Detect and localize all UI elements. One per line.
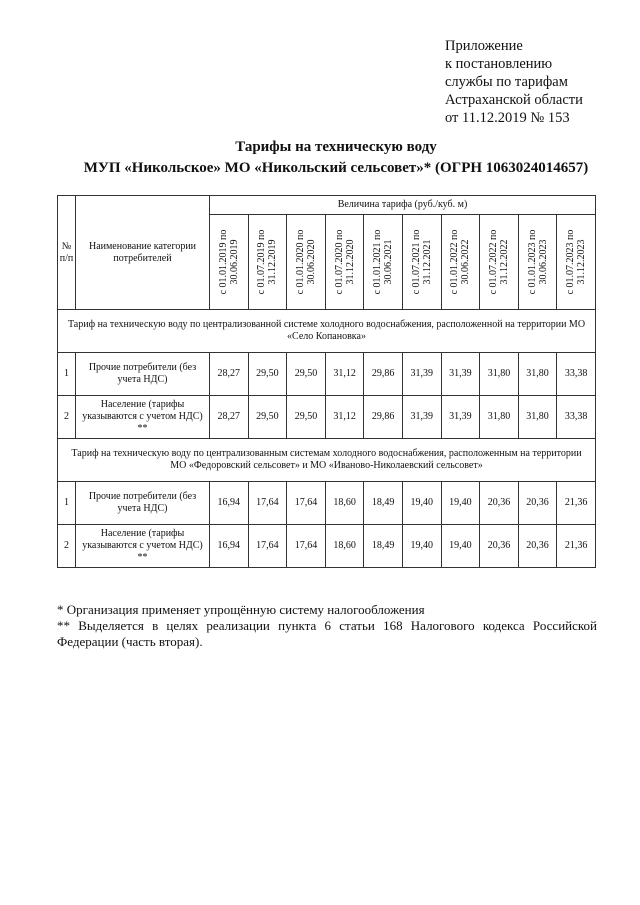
appendix-line: к постановлению <box>445 56 553 72</box>
period-label <box>565 230 587 295</box>
period-label <box>295 230 317 295</box>
tariff-value: 18,49 <box>364 482 403 525</box>
tariff-value: 31,12 <box>325 396 364 439</box>
period-to: 31.12.2022 <box>498 239 510 285</box>
tariff-value: 31,80 <box>518 396 557 439</box>
period-header <box>210 215 249 310</box>
period-header <box>480 215 519 310</box>
row-category: Прочие потребители (без учета НДС) <box>76 353 210 396</box>
tariff-value: 16,94 <box>210 525 249 568</box>
tariff-value: 28,27 <box>210 353 249 396</box>
period-from: с 01.07.2019 по <box>256 229 268 295</box>
row-num: 1 <box>58 353 76 396</box>
row-num: 2 <box>58 396 76 439</box>
period-label <box>372 230 394 295</box>
header-category: Наименование категории потребителей <box>76 196 210 310</box>
tariff-value: 19,40 <box>441 525 480 568</box>
row-num: 1 <box>58 482 76 525</box>
tariff-value: 18,60 <box>325 525 364 568</box>
tariff-value: 19,40 <box>402 482 441 525</box>
document-subtitle: МУП «Никольское» МО «Никольский сельсовет»* (ОГРН 1063024014657) <box>83 160 589 176</box>
appendix-line: Приложение <box>445 38 523 54</box>
period-header <box>364 215 403 310</box>
tariff-value: 17,64 <box>287 482 326 525</box>
period-header <box>287 215 326 310</box>
tariff-value: 20,36 <box>480 482 519 525</box>
period-label <box>256 230 278 295</box>
period-label <box>527 230 549 295</box>
period-from: с 01.01.2022 по <box>449 229 461 295</box>
period-to: 30.06.2019 <box>228 239 240 285</box>
tariff-value: 31,39 <box>402 353 441 396</box>
period-header <box>402 215 441 310</box>
section-row <box>58 439 596 482</box>
tariff-value: 20,36 <box>480 525 519 568</box>
period-header <box>441 215 480 310</box>
period-to: 30.06.2020 <box>305 239 317 285</box>
tariff-table <box>57 195 596 568</box>
header-num: № п/п <box>58 196 76 310</box>
period-header <box>325 215 364 310</box>
period-label <box>218 230 240 295</box>
table-row <box>58 396 596 439</box>
period-to: 31.12.2023 <box>576 239 588 285</box>
tariff-value: 20,36 <box>518 482 557 525</box>
appendix-block <box>445 37 583 127</box>
period-to: 31.12.2019 <box>267 239 279 285</box>
period-from: с 01.07.2021 по <box>410 229 422 295</box>
tariff-value: 29,86 <box>364 353 403 396</box>
tariff-value: 28,27 <box>210 396 249 439</box>
tariff-value: 29,86 <box>364 396 403 439</box>
tariff-value: 31,39 <box>402 396 441 439</box>
period-to: 30.06.2021 <box>383 239 395 285</box>
footnote-1: * Организация применяет упрощённую систему налогообложения <box>57 602 425 617</box>
appendix-line: службы по тарифам <box>445 74 568 90</box>
period-label <box>488 230 510 295</box>
tariff-value: 31,12 <box>325 353 364 396</box>
table-row <box>58 525 596 568</box>
period-from: с 01.07.2020 по <box>333 229 345 295</box>
tariff-value: 19,40 <box>441 482 480 525</box>
period-label <box>411 230 433 295</box>
period-from: с 01.01.2019 по <box>217 229 229 295</box>
period-from: с 01.01.2021 по <box>372 229 384 295</box>
table-row <box>58 482 596 525</box>
period-header <box>518 215 557 310</box>
period-to: 31.12.2021 <box>421 239 433 285</box>
period-header <box>557 215 596 310</box>
tariff-value: 17,64 <box>287 525 326 568</box>
row-num: 2 <box>58 525 76 568</box>
row-category: Прочие потребители (без учета НДС) <box>76 482 210 525</box>
tariff-value: 33,38 <box>557 353 596 396</box>
tariff-value: 31,80 <box>518 353 557 396</box>
period-from: с 01.07.2023 по <box>565 229 577 295</box>
tariff-value: 29,50 <box>248 396 287 439</box>
tariff-value: 29,50 <box>287 396 326 439</box>
row-category: Население (тарифы указываются с учетом НДС) ** <box>76 525 210 568</box>
tariff-value: 18,60 <box>325 482 364 525</box>
tariff-value: 21,36 <box>557 525 596 568</box>
period-to: 30.06.2022 <box>460 239 472 285</box>
period-from: с 01.01.2020 по <box>294 229 306 295</box>
appendix-line: Астраханской области <box>445 92 583 108</box>
period-from: с 01.07.2022 по <box>487 229 499 295</box>
tariff-value: 18,49 <box>364 525 403 568</box>
tariff-value: 21,36 <box>557 482 596 525</box>
tariff-value: 17,64 <box>248 482 287 525</box>
period-label <box>334 230 356 295</box>
period-header <box>248 215 287 310</box>
header-value: Величина тарифа (руб./куб. м) <box>210 196 596 215</box>
appendix-line: от 11.12.2019 № 153 <box>445 110 570 126</box>
tariff-value: 19,40 <box>402 525 441 568</box>
period-label <box>449 230 471 295</box>
row-category: Население (тарифы указываются с учетом НДС) ** <box>76 396 210 439</box>
footnote-2: ** Выделяется в целях реализации пункта 6 статьи 168 Налогового кодекса Российской Федерации (часть вторая). <box>57 618 597 649</box>
tariff-value: 29,50 <box>248 353 287 396</box>
tariff-value: 31,80 <box>480 353 519 396</box>
tariff-value: 20,36 <box>518 525 557 568</box>
tariff-value: 16,94 <box>210 482 249 525</box>
tariff-body <box>58 310 596 568</box>
footnotes <box>57 602 597 650</box>
tariff-value: 29,50 <box>287 353 326 396</box>
section-row <box>58 310 596 353</box>
table-row <box>58 353 596 396</box>
section-title: Тариф на техническую воду по централизованной системе холодного водоснабжения, расположенной на территории МО «Село Копановка» <box>58 310 596 353</box>
tariff-value: 31,39 <box>441 396 480 439</box>
tariff-value: 31,80 <box>480 396 519 439</box>
period-to: 31.12.2020 <box>344 239 356 285</box>
section-title: Тариф на техническую воду по централизованным системам холодного водоснабжения, расположенным на территории МО «Федоровский сельсовет» и МО «Ивановo-Николаевский сельсовет» <box>58 439 596 482</box>
tariff-value: 17,64 <box>248 525 287 568</box>
period-to: 30.06.2023 <box>537 239 549 285</box>
period-from: с 01.01.2023 по <box>526 229 538 295</box>
document-title: Тарифы на техническую воду <box>235 139 437 155</box>
tariff-value: 33,38 <box>557 396 596 439</box>
tariff-value: 31,39 <box>441 353 480 396</box>
